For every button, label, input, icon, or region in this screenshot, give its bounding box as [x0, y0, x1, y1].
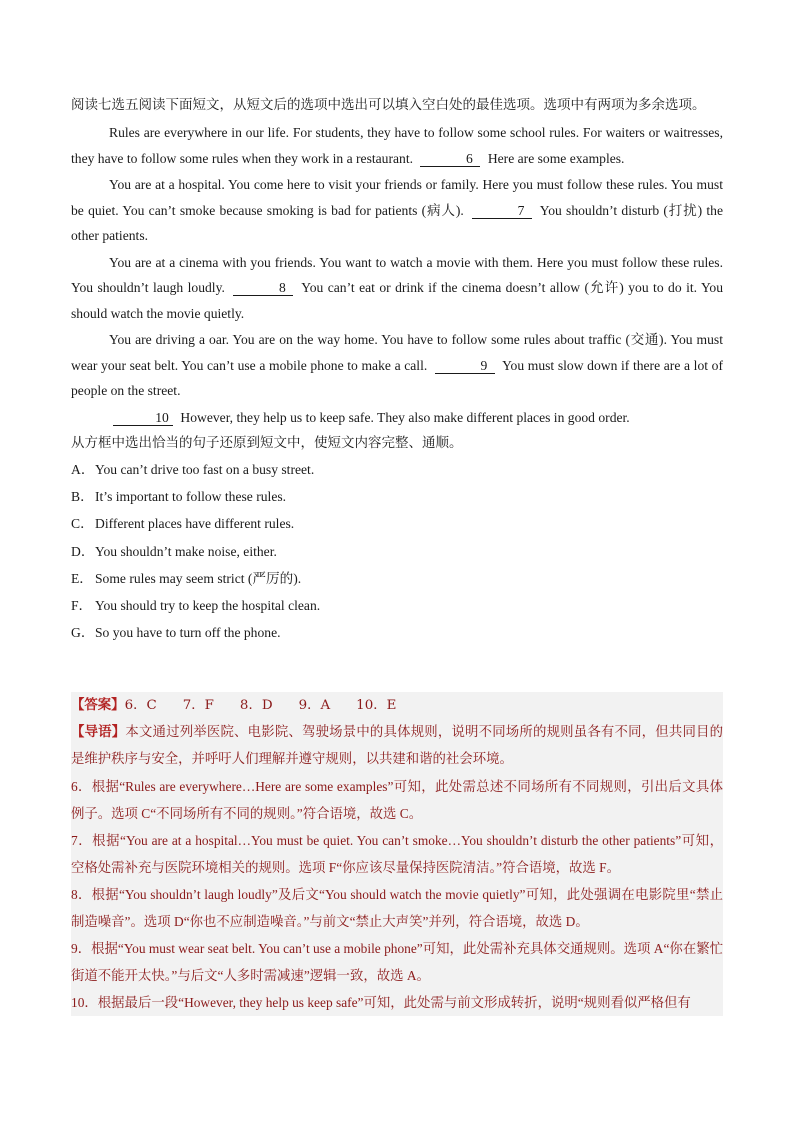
explanation-6: 6．根据“Rules are everywhere…Here are some examples”可知，此处需总述不同场所有不同规则，引出后文具体例子。选项 C“不同场所有不同的规则。”符合语境，故选 C。 [71, 779, 723, 821]
answer-label: 【答案】 [71, 697, 125, 713]
option-e: E． Some rules may seem strict (严厉的). [71, 570, 302, 586]
explanation-7: 7．根据“You are at a hospital…You must be quiet. You can’t smoke…You shouldn’t disturb the other patients”可知，空格处需补充与医院环境相关的规则。选项 F“你应该尽量保持医院清洁。”符合语境，故选 F。 [71, 833, 723, 875]
question-area [71, 92, 723, 646]
paragraph-3: You are at a cinema with you friends. You want to watch a movie with them. Here you must follow these rules. You shouldn’t laugh loudly. 8 You can’t eat or drink if the cinema doesn’t allow (允许) you to do it. You should watch the movie quietly. [71, 254, 723, 321]
blank-6: 6 [420, 151, 480, 167]
option-c: C．Different places have different rules. [71, 516, 295, 532]
answer-section [71, 692, 723, 1016]
instruction: 阅读七选五阅读下面短文，从短文后的选项中选出可以填入空白处的最佳选项。选项中有两项为多余选项。 [71, 97, 706, 113]
explanation-9: 9．根据“You must wear seat belt. You can’t use a mobile phone”可知，此处需补充具体交通规则。选项 A“你在繁忙街道不能开太快。”与后文“人多时需减速”逻辑一致，故选 A。 [71, 941, 723, 983]
answer-8: 8．D [239, 698, 273, 713]
paragraph-4: You are driving a oar. You are on the way home. You have to follow some rules about traffic (交通). You must wear your seat belt. You can’t use a mobile phone to make a call. 9 You must slow down if there are a lot of people on the street. [71, 332, 723, 398]
blank-9: 9 [435, 358, 495, 374]
sub-instruction: 从方框中选出恰当的句子还原到短文中，使短文内容完整、通顺。 [71, 435, 463, 451]
paragraph-5: 10 However, they help us to keep safe. They also make different places in good order. [71, 405, 723, 431]
options-list [71, 456, 723, 646]
option-b: B．It’s important to follow these rules. [71, 489, 287, 505]
paragraph-2: You are at a hospital. You come here to visit your friends or family. Here you must follow these rules. You must be quiet. You can’t smoke because smoking is bad for patients (病人). 7 You shouldn’t disturb (打扰) the other patients. [71, 177, 723, 243]
guide-paragraph [71, 719, 723, 773]
explanation-10: 10．根据最后一段“However, they help us keep safe”可知，此处需与前文形成转折，说明“规则看似严格但有 [71, 995, 691, 1010]
answer-6: 6．C [124, 698, 157, 713]
option-d: D．You shouldn’t make noise, either. [71, 543, 277, 559]
answer-7: 7．F [182, 698, 214, 713]
blank-8: 8 [233, 280, 293, 296]
answer-9: 9．A [298, 698, 331, 713]
answer-line [71, 692, 723, 719]
paragraph-1: Rules are everywhere in our life. For students, they have to follow some school rules. For waiters or waitresses, they have to follow some rules when they work in a restaurant. 6 Here are some examples. [71, 125, 723, 166]
option-g: G．So you have to turn off the phone. [71, 625, 281, 641]
blank-7: 7 [472, 203, 532, 219]
guide-label: 【导语】 [71, 724, 126, 740]
explanation-8: 8．根据“You shouldn’t laugh loudly”及后文“You should watch the movie quietly”可知，此处强调在电影院里“禁止制造噪音”。选项 D“你也不应制造噪音。”与前文“禁止大声笑”并列，符合语境，故选 D。 [71, 887, 723, 929]
guide-text: 本文通过列举医院、电影院、驾驶场景中的具体规则，说明不同场所的规则虽各有不同，但共同目的是维护秩序与安全，并呼吁人们理解并遵守规则，以共建和谐的社会环境。 [71, 725, 724, 767]
option-a: A．You can’t drive too fast on a busy street. [71, 462, 315, 477]
answer-10: 10．E [356, 698, 397, 713]
blank-10: 10 [113, 410, 173, 426]
option-f: F． You should try to keep the hospital clean. [71, 598, 321, 614]
